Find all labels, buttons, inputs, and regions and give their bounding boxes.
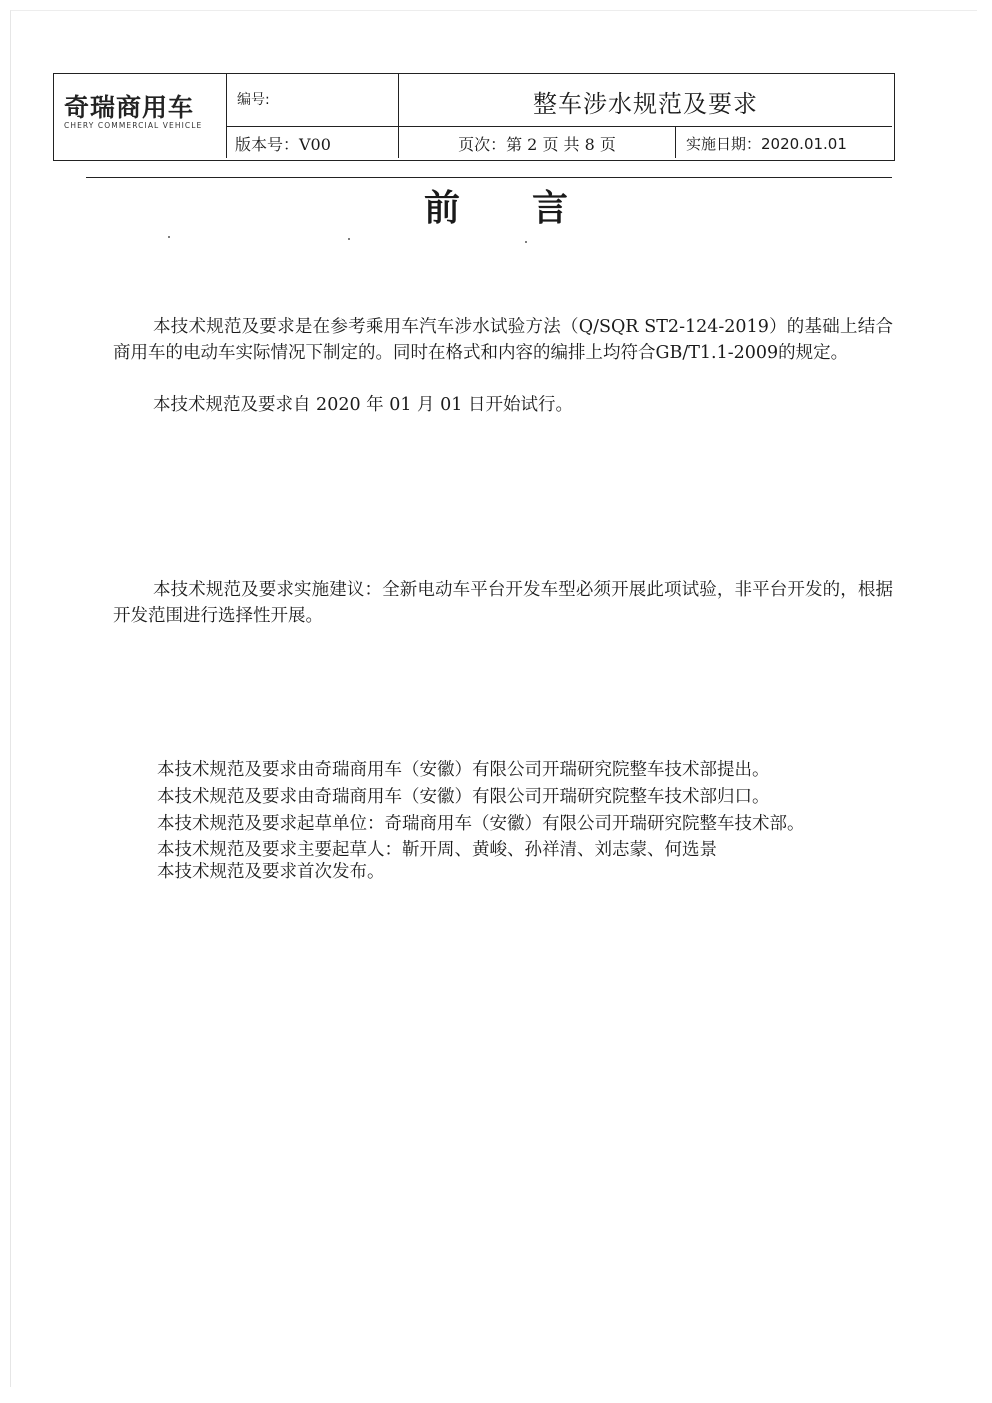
scan-speck [525, 241, 527, 243]
code-label: 编号: [237, 92, 270, 108]
header-divider [86, 177, 892, 178]
scan-speck [348, 238, 350, 240]
paragraph-trial: 本技术规范及要求自 2020 年 01 月 01 日开始试行。 [153, 395, 573, 415]
statement-drafting-unit: 本技术规范及要求起草单位：奇瑞商用车（安徽）有限公司开瑞研究院整车技术部。 [157, 814, 805, 834]
scan-speck [168, 236, 170, 238]
statement-first-release: 本技术规范及要求首次发布。 [157, 862, 385, 882]
effective-date-cell [676, 127, 892, 158]
document-title: 整车涉水规范及要求 [533, 90, 758, 118]
code-cell [227, 74, 399, 127]
title-cell [399, 74, 892, 127]
company-logo [54, 74, 227, 158]
effective-date-text: 实施日期：2020.01.01 [686, 135, 847, 153]
version-text: 版本号：V00 [235, 135, 331, 154]
version-cell [227, 127, 399, 158]
page-info-text: 页次：第 2 页 共 8 页 [458, 135, 616, 154]
page-info-cell [399, 127, 676, 158]
statement-centralized: 本技术规范及要求由奇瑞商用车（安徽）有限公司开瑞研究院整车技术部归口。 [157, 787, 770, 807]
section-title: 前言 [423, 187, 640, 229]
logo-chinese: 奇瑞商用车 [64, 93, 195, 122]
statement-proposer: 本技术规范及要求由奇瑞商用车（安徽）有限公司开瑞研究院整车技术部提出。 [157, 760, 770, 780]
document-header-table [53, 73, 895, 161]
statement-drafters: 本技术规范及要求主要起草人：靳开周、黄峻、孙祥清、刘志蒙、何选景 [157, 840, 717, 860]
paragraph-basis: 本技术规范及要求是在参考乘用车汽车涉水试验方法（Q/SQR ST2-124-2019）的基础上结合商用车的电动车实际情况下制定的。同时在格式和内容的编排上均符合GB/T1.1-2009的规定。 [113, 317, 893, 363]
paragraph-suggestion: 本技术规范及要求实施建议：全新电动车平台开发车型必须开展此项试验，非平台开发的，根据开发范围进行选择性开展。 [113, 580, 893, 626]
logo-english: CHERY COMMERCIAL VEHICLE [64, 121, 203, 130]
